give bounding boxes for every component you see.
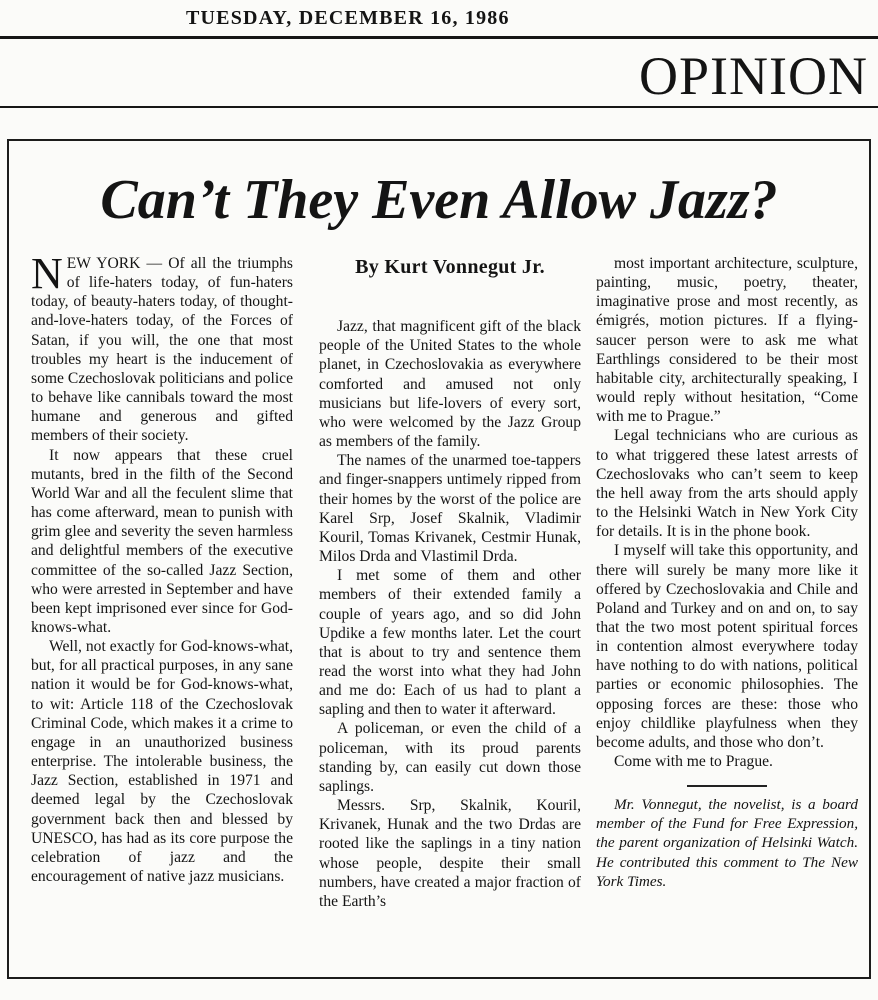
headline: Can’t They Even Allow Jazz? [100,169,778,231]
dateline: TUESDAY, DECEMBER 16, 1986 [186,7,510,29]
section-title: OPINION [639,46,868,106]
article-paragraph: Jazz, that magnificent gift of the black people of the United States to the whole planet, in Czechoslovakia as everywhere comforted and amused not only musicians but life-lovers of every sort, who were welcomed by the Jazz Group as members of the family. [319,318,581,451]
paragraph-text: EW YORK — Of all the triumphs of life-haters today, of fun-haters today, of beauty-haters today, of thought-and-love-haters today, of the Forces of Satan, if you will, the one that most troubles my heart is the inducement of some Czechoslovak politicians and police to behave like cannibals toward the most humane and generous and gifted members of their society. [31,255,293,445]
byline: By Kurt Vonnegut Jr. [355,256,545,278]
article-paragraph: most important architecture, sculpture, painting, music, poetry, theater, imaginative prose and most recently, as émigrés, motion pictures. If a flying-saucer person were to ask me what Earthlings considered to be their most habitable city, architecturally speaking, I would reply without hesitation, “Come with me to Prague.” [596,255,858,426]
author-note: Mr. Vonnegut, the novelist, is a board member of the Fund for Free Expression, the parent organization of Helsinki Watch. He contributed this comment to The New York Times. [596,796,858,890]
article-paragraph: Come with me to Prague. [614,753,773,771]
article-paragraph [31,254,293,446]
article-column-3 [596,254,858,974]
article-paragraph: Legal technicians who are curious as to what triggered these latest arrests of Czechoslovaks who can’t seem to keep the hell away from the arts should apply to the Helsinki Watch in New York City for details. It is in the phone book. [596,427,858,541]
article-paragraph: I myself will take this opportunity, and there will surely be many more like it offered by Czechoslovakia and Chile and Poland and Turkey and on and on, to say that the two most potent spiritual forces in contention almost everywhere today have nothing to do with nations, political parties or economic philosophies. The opposing forces are these: those who enjoy childlike playfulness when they become adults, and those who don’t. [596,542,858,751]
section-rule [0,106,878,108]
article-paragraph: Well, not exactly for God-knows-what, but, for all practical purposes, in any sane nation it would be for God-knows-what, to wit: Article 118 of the Czechoslovak Criminal Code, which makes it a crime to engage in an unauthorized business enterprise. The intolerable business, the Jazz Section, established in 1971 and deemed legal by the Czechoslovak government back then and blessed by UNESCO, has had as its core purpose the celebration of jazz and the encouragement of native jazz musicians. [31,638,293,885]
article-paragraph: The names of the unarmed toe-tappers and finger-snappers untimely ripped from their homes by the worst of the police are Karel Srp, Josef Skalnik, Vladimir Kouril, Tomas Krivanek, Cestmir Hunak, Milos Drda and Vlastimil Drda. [319,452,581,566]
article-paragraph: Messrs. Srp, Skalnik, Kouril, Krivanek, Hunak and the two Drdas are rooted like the saplings in a tiny nation whose people, despite their small numbers, have created a major fraction of the Earth’s [319,797,581,910]
article-paragraph: A policeman, or even the child of a policeman, with its proud parents standing by, can easily cut down those saplings. [319,720,581,795]
drop-cap: N [31,254,63,298]
note-divider [687,785,767,787]
article-paragraph: It now appears that these cruel mutants, bred in the filth of the Second World War and all the feculent slime that has come afterward, mean to punish with grim glee and severity the seven harmless and delightful members of the executive committee of the so-called Jazz Section, who were arrested in September and have been kept imprisoned ever since for God-knows-what. [31,446,293,636]
article-paragraph: I met some of them and other members of their extended family a couple of years ago, and so did John Updike a few months later. Let the court that is about to try and sentence them read the worst into what they had John and me do: Each of us had to plant a sapling and then to water it afterward. [319,567,581,719]
article-column-1 [31,254,293,974]
article-column-2 [319,254,581,974]
masthead-rule [0,36,878,39]
